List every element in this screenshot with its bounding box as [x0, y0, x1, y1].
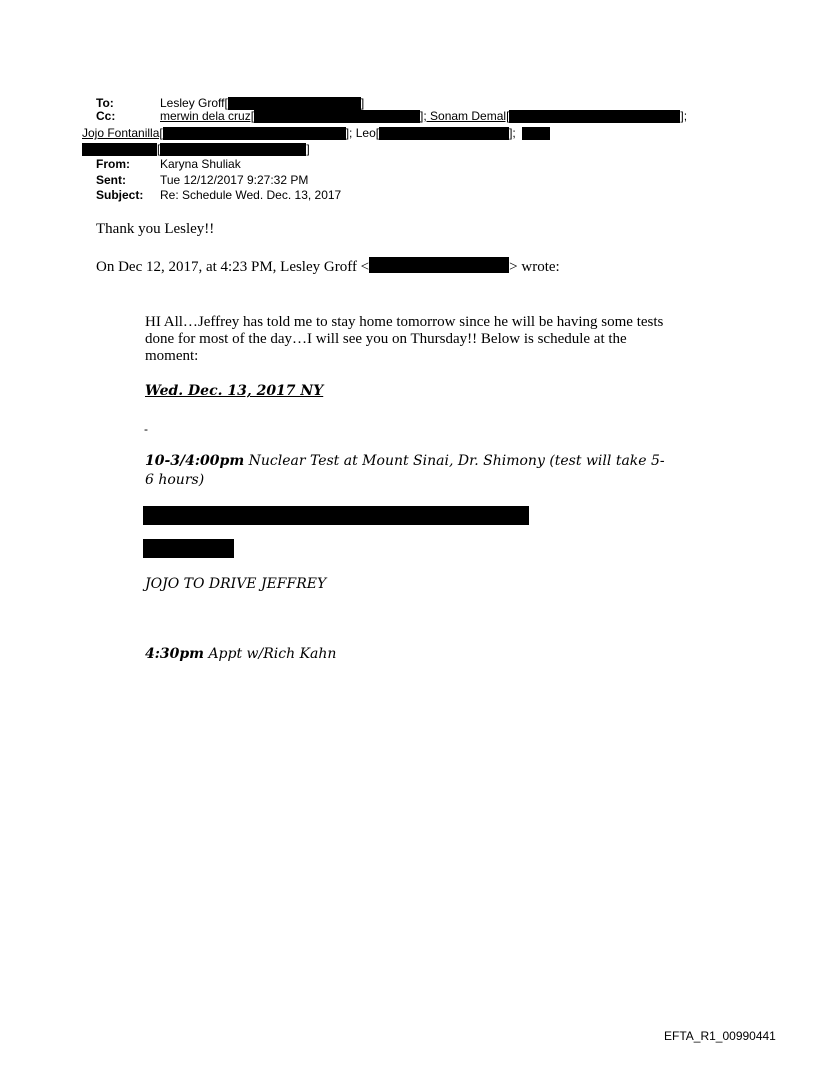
redaction-block [82, 143, 157, 156]
quote-intro-before: On Dec 12, 2017, at 4:23 PM, Lesley Groff < [96, 259, 370, 275]
redaction-block [522, 127, 550, 140]
cc-recipient-jojo: Jojo Fontanilla[ [82, 126, 163, 140]
redaction-block [369, 257, 509, 273]
item-time: 4:30pm [145, 646, 204, 662]
item-description: Appt w/Rich Kahn [204, 646, 337, 662]
redaction-block [254, 110, 420, 123]
cc-bracket-close: ] [306, 142, 310, 156]
redaction-block [379, 127, 509, 140]
redaction-bar [143, 539, 234, 558]
redaction-bar [143, 506, 529, 525]
redaction-block [509, 110, 680, 123]
cc-recipient-merwin: merwin dela cruz[ [160, 109, 255, 123]
item-description: Nuclear Test at Mount Sinai, Dr. Shimony (test will take 5-6 hours) [145, 453, 665, 488]
cc-bracket-open: [ [157, 142, 161, 156]
schedule-date-heading: Wed. Dec. 13, 2017 NY [145, 383, 324, 399]
bullet-dash: - [144, 422, 148, 436]
to-bracket: ] [360, 96, 365, 110]
quote-intro [96, 257, 560, 276]
subject-label: Subject: [96, 188, 144, 202]
from-value: Karyna Shuliak [160, 157, 241, 171]
from-label: From: [96, 157, 130, 171]
item-time: 10-3/4:00pm [145, 453, 245, 469]
cc-separator: ]; [509, 126, 516, 140]
quoted-paragraph: HI All…Jeffrey has told me to stay home tomorrow since he will be having some tests done for most of the day…I will see you on Thursday!! Below is schedule at the moment: [145, 314, 664, 364]
to-label: To: [96, 96, 114, 110]
header-cc-row2 [82, 127, 550, 140]
cc-line-end: ]; [680, 109, 688, 123]
cc-value-line1 [160, 110, 687, 123]
header-cc-row3 [82, 143, 310, 156]
to-name: Lesley Groff[ [160, 96, 228, 110]
sent-value: Tue 12/12/2017 9:27:32 PM [160, 173, 309, 187]
schedule-item-nuclear-test [145, 452, 665, 490]
subject-value: Re: Schedule Wed. Dec. 13, 2017 [160, 188, 342, 202]
sent-label: Sent: [96, 173, 126, 187]
cc-label: Cc: [96, 109, 116, 123]
cc-recipient-sonam: ]; Sonam Demal[ [420, 109, 510, 123]
quote-intro-after: > wrote: [509, 259, 560, 275]
redaction-block [163, 127, 346, 140]
document-id: EFTA_R1_00990441 [664, 1029, 776, 1043]
cc-separator-leo: ]; Leo[ [345, 126, 380, 140]
driver-note: JOJO TO DRIVE JEFFREY [145, 576, 327, 592]
schedule-item-appointment [145, 645, 336, 664]
redaction-block [160, 143, 306, 156]
reply-text: Thank you Lesley!! [96, 221, 215, 237]
